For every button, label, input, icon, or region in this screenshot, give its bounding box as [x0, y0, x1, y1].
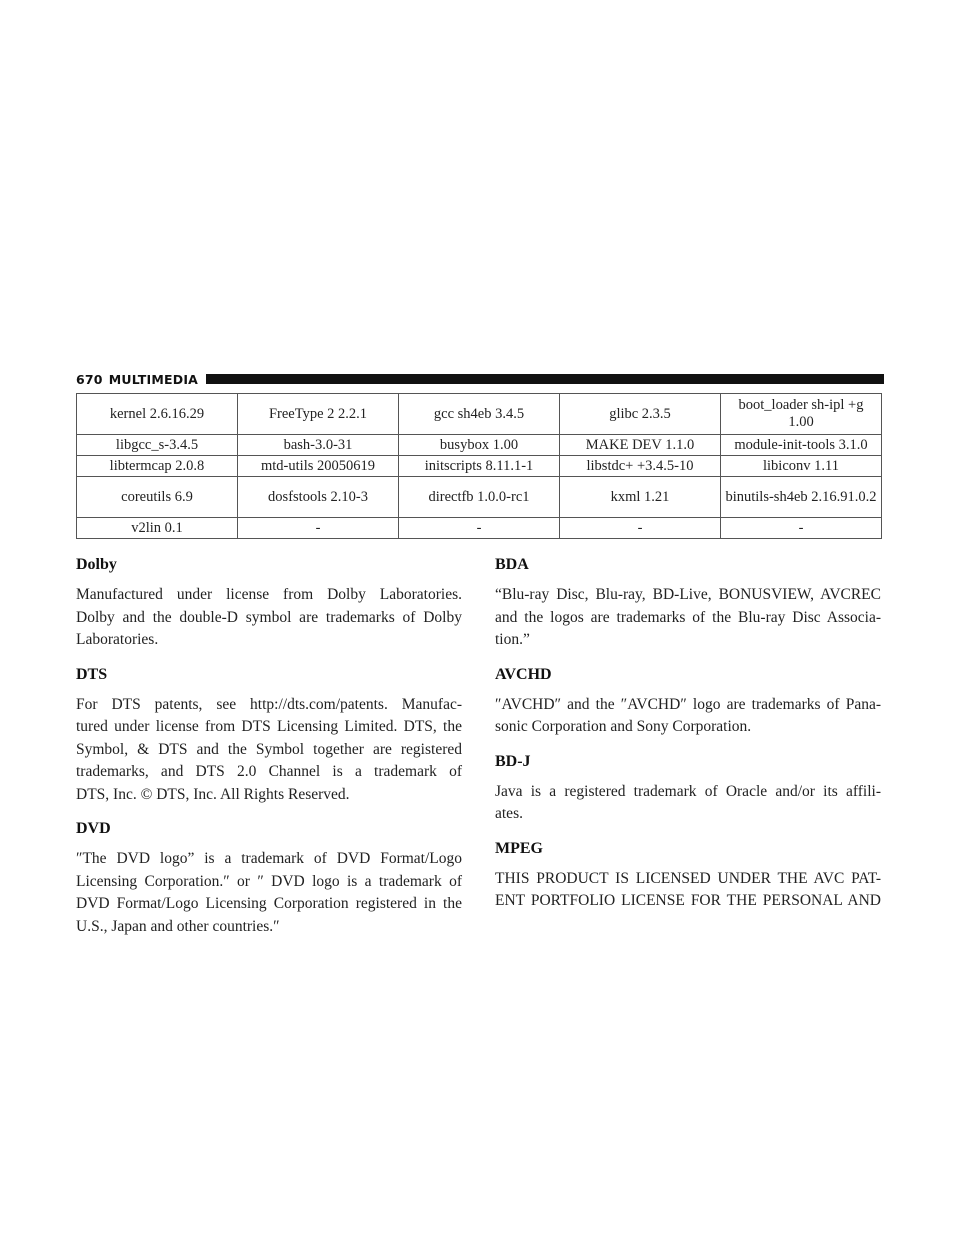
table-row: [77, 477, 882, 518]
dts-heading: DTS: [76, 665, 108, 683]
table-cell: binutils-sh4eb 2.16.91.0.2: [721, 477, 882, 518]
table-cell: glibc 2.3.5: [560, 394, 721, 435]
table-cell: MAKE DEV 1.1.0: [560, 435, 721, 456]
text-line: “Blu-ray Disc, Blu-ray, BD-Live, BONUSVIEW, AVCREC: [495, 586, 881, 603]
dvd-heading: DVD: [76, 820, 111, 837]
text-line: Laboratories.: [76, 631, 159, 648]
dolby-heading: Dolby: [76, 556, 117, 573]
software-license-table: [76, 393, 882, 539]
table-row: [77, 456, 882, 477]
bda-paragraph: [495, 584, 881, 652]
table-cell: libgcc_s-3.4.5: [77, 435, 238, 456]
table-cell: mtd-utils 20050619: [238, 456, 399, 477]
text-line: Licensing Corporation.″ or ″ DVD logo is a trademark of: [76, 872, 462, 890]
bd-j-heading: BD-J: [495, 752, 531, 770]
header-rule: [206, 374, 884, 384]
text-line: Java is a registered trademark of Oracle and/or its affili-: [495, 782, 881, 800]
page-number: 670: [76, 371, 103, 387]
table-cell: v2lin 0.1: [77, 518, 238, 539]
table-row: [77, 435, 882, 456]
text-line: ates.: [495, 805, 523, 822]
table-cell: libiconv 1.11: [721, 456, 882, 477]
table-cell: libtermcap 2.0.8: [77, 456, 238, 477]
text-line: DTS, Inc. © DTS, Inc. All Rights Reserved.: [76, 785, 350, 803]
dvd-paragraph: [76, 848, 462, 938]
table-cell: initscripts 8.11.1-1: [399, 456, 560, 477]
table-cell: kxml 1.21: [560, 477, 721, 518]
text-line: THIS PRODUCT IS LICENSED UNDER THE AVC PAT-: [495, 869, 881, 887]
table-cell: dosfstools 2.10-3: [238, 477, 399, 518]
avchd-paragraph: [495, 694, 881, 739]
section-title: MULTIMEDIA: [108, 371, 199, 387]
table-cell: boot_loader sh-ipl +g 1.00: [721, 394, 882, 435]
text-line: Symbol, & DTS and the Symbol together are registered: [76, 740, 462, 758]
table-cell: -: [721, 518, 882, 539]
text-line: trademarks, and DTS 2.0 Channel is a trademark of: [76, 763, 462, 780]
bd-j-paragraph: [495, 781, 881, 826]
right-column: [495, 555, 881, 926]
table-row: [77, 394, 882, 435]
table-cell: module-init-tools 3.1.0: [721, 435, 882, 456]
text-line: tured under license from DTS Licensing Limited. DTS, the: [76, 718, 462, 735]
text-line: ″The DVD logo” is a trademark of DVD Format/Logo: [76, 850, 462, 867]
mpeg-heading: MPEG: [495, 839, 543, 857]
text-line: Dolby and the double-D symbol are trademarks of Dolby: [76, 608, 462, 626]
table-cell: kernel 2.6.16.29: [77, 394, 238, 435]
table-row: [77, 518, 882, 539]
table-cell: -: [238, 518, 399, 539]
dolby-paragraph: [76, 584, 462, 652]
table-cell: -: [560, 518, 721, 539]
page-header: [76, 372, 884, 386]
table-cell: gcc sh4eb 3.4.5: [399, 394, 560, 435]
text-line: Manufactured under license from Dolby Laboratories.: [76, 586, 462, 603]
table-cell: directfb 1.0.0-rc1: [399, 477, 560, 518]
text-line: U.S., Japan and other countries.″: [76, 917, 280, 935]
table-cell: bash-3.0-31: [238, 435, 399, 456]
text-line: For DTS patents, see http://dts.com/patents. Manufac-: [76, 695, 462, 713]
dts-paragraph: [76, 694, 462, 807]
text-line: sonic Corporation and Sony Corporation.: [495, 718, 752, 735]
text-line: ″AVCHD″ and the ″AVCHD″ logo are trademarks of Pana-: [495, 695, 881, 713]
text-line: ENT PORTFOLIO LICENSE FOR THE PERSONAL AND: [495, 892, 881, 909]
table-cell: -: [399, 518, 560, 539]
table-cell: FreeType 2 2.2.1: [238, 394, 399, 435]
table-cell: libstdc+ +3.4.5-10: [560, 456, 721, 477]
avchd-heading: AVCHD: [495, 665, 552, 683]
left-column: [76, 555, 462, 951]
mpeg-paragraph: [495, 868, 881, 913]
table-cell: busybox 1.00: [399, 435, 560, 456]
text-line: and the logos are trademarks of the Blu-ray Disc Associa-: [495, 608, 881, 626]
bda-heading: BDA: [495, 556, 529, 573]
text-line: DVD Format/Logo Licensing Corporation registered in the: [76, 895, 462, 912]
table-cell: coreutils 6.9: [77, 477, 238, 518]
text-line: tion.”: [495, 631, 530, 648]
